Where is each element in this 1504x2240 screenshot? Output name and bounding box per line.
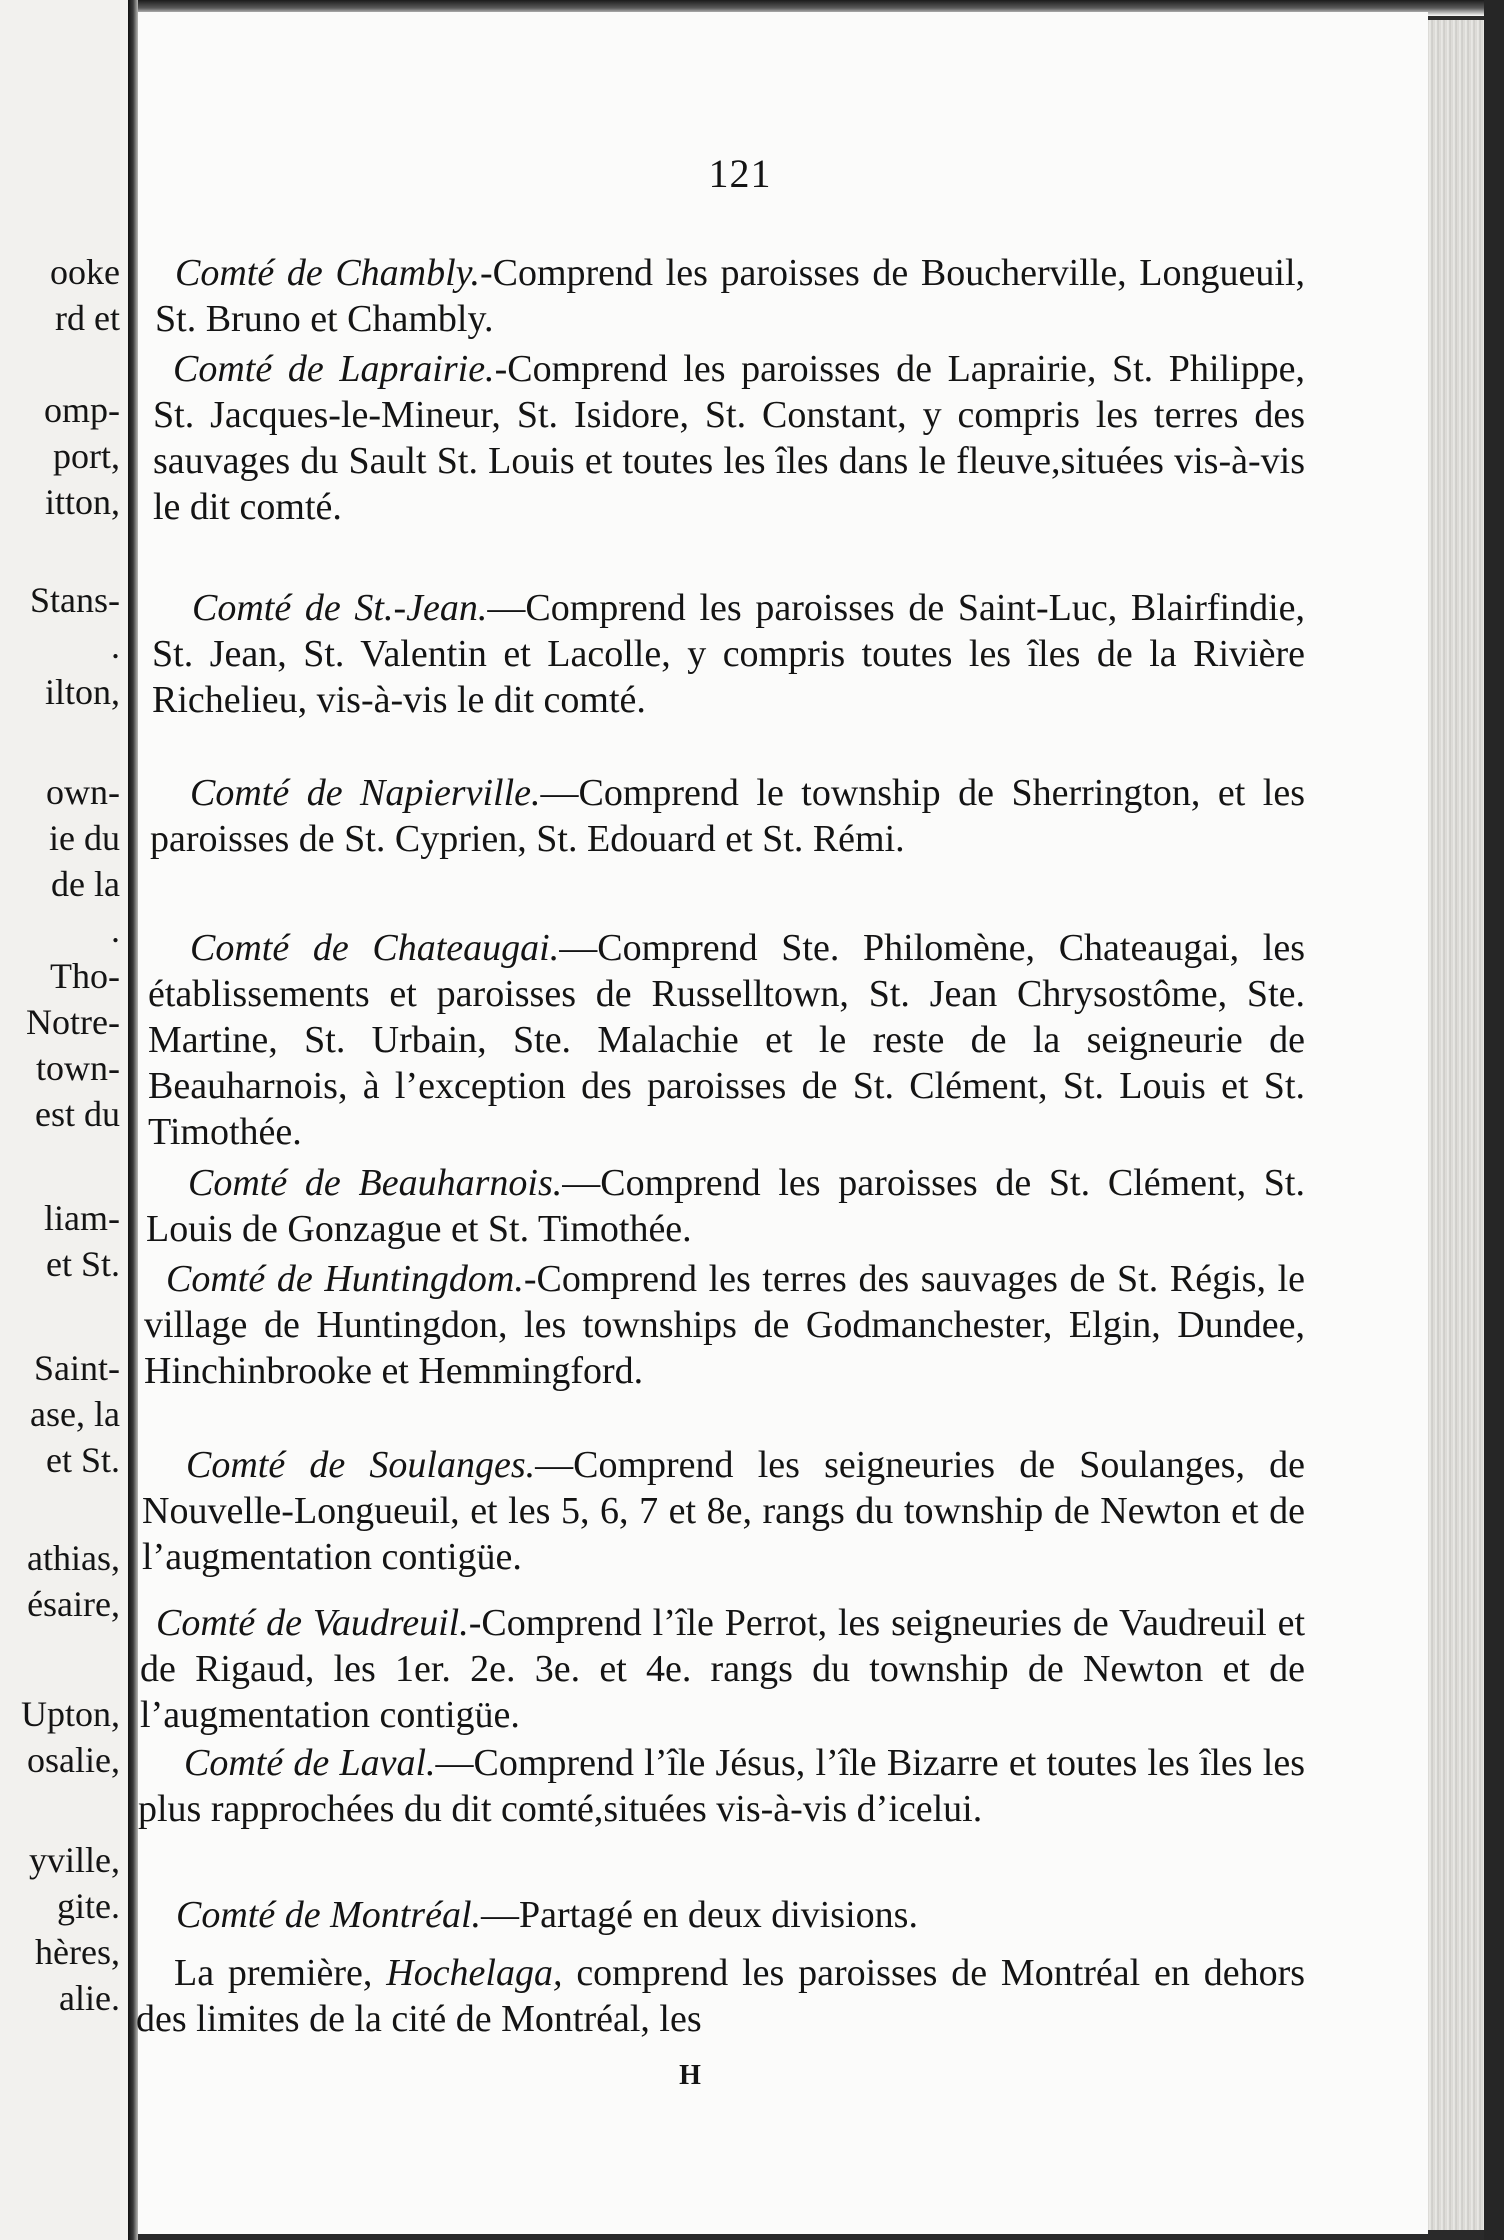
county-description: Comprend les paroisses de St. Clément, St. Louis de Gonzague et St. Timothée. bbox=[146, 1162, 1305, 1250]
dash: — bbox=[487, 587, 526, 629]
county-entry-beauharnois bbox=[146, 1160, 1305, 1252]
left-page-text bbox=[0, 0, 128, 2240]
left-page-line: ilton, bbox=[44, 672, 120, 712]
county-name: Comté de Vaudreuil. bbox=[156, 1602, 469, 1644]
left-page-line: omp- bbox=[44, 390, 120, 430]
page-number: 121 bbox=[708, 151, 772, 196]
left-page-line: et St. bbox=[45, 1244, 120, 1284]
division-paragraph bbox=[136, 1950, 1305, 2042]
division-description: comprend les paroisses de Montréal en dehors des limites de la cité de Montréal, les bbox=[136, 1952, 1306, 2040]
county-name: Comté de Montréal. bbox=[176, 1894, 482, 1936]
county-description: Comprend les paroisses de Laprairie, St. Philippe, St. Jacques-le-Mineur, St. Isidore, St. Constant, y compris les terres des sauvages du Sault St. Louis et toutes les îles dans le fleuve,situées vis-à-vis le dit comté. bbox=[153, 348, 1305, 528]
left-page-line: et St. bbox=[45, 1440, 120, 1480]
left-page-line: de la bbox=[51, 864, 120, 904]
left-page-line: osalie, bbox=[27, 1740, 120, 1780]
dash: — bbox=[481, 1894, 520, 1936]
left-page-line: ooke bbox=[50, 252, 120, 292]
left-page-line: hères, bbox=[35, 1932, 120, 1972]
county-entry-soulanges bbox=[142, 1442, 1305, 1580]
county-entry-montreal bbox=[138, 1892, 1305, 1938]
county-description: Comprend les terres des sauvages de St. Régis, le village de Huntingdon, les townships de Godmanchester, Elgin, Dundee, Hinchinbrooke et Hemmingford. bbox=[144, 1258, 1306, 1392]
left-page-line: yville, bbox=[29, 1840, 120, 1880]
division-lead: La première, bbox=[174, 1952, 373, 1994]
county-name: Comté de Laprairie. bbox=[173, 348, 495, 390]
county-entry-chambly bbox=[155, 250, 1305, 342]
left-page-line: Notre- bbox=[26, 1002, 120, 1042]
county-name: Comté de Chambly. bbox=[175, 252, 480, 294]
left-page-line: itton, bbox=[44, 482, 120, 522]
county-description: Comprend les paroisses de Boucherville, Longueuil, St. Bruno et Chambly. bbox=[155, 252, 1305, 340]
county-entry-st-jean bbox=[152, 585, 1305, 723]
county-name: Comté de Laval. bbox=[184, 1742, 436, 1784]
left-page-line: liam- bbox=[44, 1198, 120, 1238]
county-description: Comprend les paroisses de Saint-Luc, Blairfindie, St. Jean, St. Valentin et Lacolle, y compris toutes les îles de la Rivière Richelieu, vis-à-vis le dit comté. bbox=[152, 587, 1305, 721]
signature-mark: H bbox=[679, 2060, 701, 2091]
dash: — bbox=[435, 1742, 474, 1784]
left-page-line: own- bbox=[46, 772, 120, 812]
dash: - bbox=[494, 348, 508, 390]
county-description: Partagé en deux divisions. bbox=[519, 1894, 918, 1936]
left-page-line: ase, la bbox=[30, 1394, 120, 1434]
county-name: Comté de Huntingdom. bbox=[166, 1258, 524, 1300]
county-entry-laprairie bbox=[153, 346, 1305, 530]
left-page-line: . bbox=[111, 626, 120, 666]
division-name: Hochelaga, bbox=[386, 1952, 563, 1994]
left-page-line: rd et bbox=[55, 298, 120, 338]
county-description: Comprend le township de Sherrington, et les paroisses de St. Cyprien, St. Edouard et St. Rémi. bbox=[150, 772, 1305, 860]
county-name: Comté de Chateaugai. bbox=[190, 927, 560, 969]
book-cover-edge bbox=[1484, 0, 1504, 2240]
left-page-line: gite. bbox=[57, 1886, 120, 1926]
left-page-line: . bbox=[111, 910, 120, 950]
left-page-line: town- bbox=[36, 1048, 120, 1088]
left-page-line: alie. bbox=[59, 1978, 120, 2018]
left-page-line: Saint- bbox=[34, 1348, 120, 1388]
left-page-line: Upton, bbox=[21, 1694, 120, 1734]
county-description: Comprend les seigneuries de Soulanges, de Nouvelle-Longueuil, et les 5, 6, 7 et 8e, rangs du township de Newton et de l’augmentation contigüe. bbox=[142, 1444, 1305, 1578]
county-description: Comprend l’île Perrot, les seigneuries de Vaudreuil et de Rigaud, les 1er. 2e. 3e. et 4e. rangs du township de Newton et de l’augmentation contigüe. bbox=[140, 1602, 1305, 1736]
county-name: Comté de Napierville. bbox=[190, 772, 541, 814]
left-page-line: Tho- bbox=[50, 956, 120, 996]
left-page-line: athias, bbox=[27, 1538, 120, 1578]
left-page-line: ésaire, bbox=[27, 1584, 120, 1624]
county-entry-huntingdom bbox=[144, 1256, 1305, 1394]
county-entry-laval bbox=[138, 1740, 1305, 1832]
page-edge bbox=[1428, 20, 1484, 2230]
dash: — bbox=[562, 1162, 601, 1204]
dash: - bbox=[523, 1258, 537, 1300]
dash: - bbox=[479, 252, 493, 294]
left-page-line: port, bbox=[53, 436, 120, 476]
left-page-line: ie du bbox=[49, 818, 120, 858]
county-description: Comprend Ste. Philomène, Chateaugai, les établissements et paroisses de Russelltown, St. Jean Chrysostôme, Ste. Martine, St. Urbain, Ste. Malachie et le reste de la seigneurie de Beauharnois, à l’exception des paroisses de St. Clément, St. Louis et St. Timothée. bbox=[148, 927, 1305, 1153]
dash: - bbox=[468, 1602, 482, 1644]
dash: — bbox=[540, 772, 579, 814]
county-name: Comté de Beauharnois. bbox=[188, 1162, 563, 1204]
county-entry-vaudreuil bbox=[140, 1600, 1305, 1738]
county-entry-napierville bbox=[150, 770, 1305, 862]
book-gutter bbox=[128, 0, 138, 2240]
dash: — bbox=[535, 1444, 574, 1486]
county-description: Comprend l’île Jésus, l’île Bizarre et toutes les îles les plus rapprochées du dit comté,situées vis-à-vis d’icelui. bbox=[138, 1742, 1305, 1830]
left-page-line: est du bbox=[35, 1094, 120, 1134]
dash: — bbox=[559, 927, 598, 969]
county-entry-chateaugai bbox=[148, 925, 1305, 1155]
left-page-fragment bbox=[0, 0, 128, 2240]
left-page-line: Stans- bbox=[30, 580, 120, 620]
county-name: Comté de St.-Jean. bbox=[192, 587, 488, 629]
county-name: Comté de Soulanges. bbox=[186, 1444, 536, 1486]
